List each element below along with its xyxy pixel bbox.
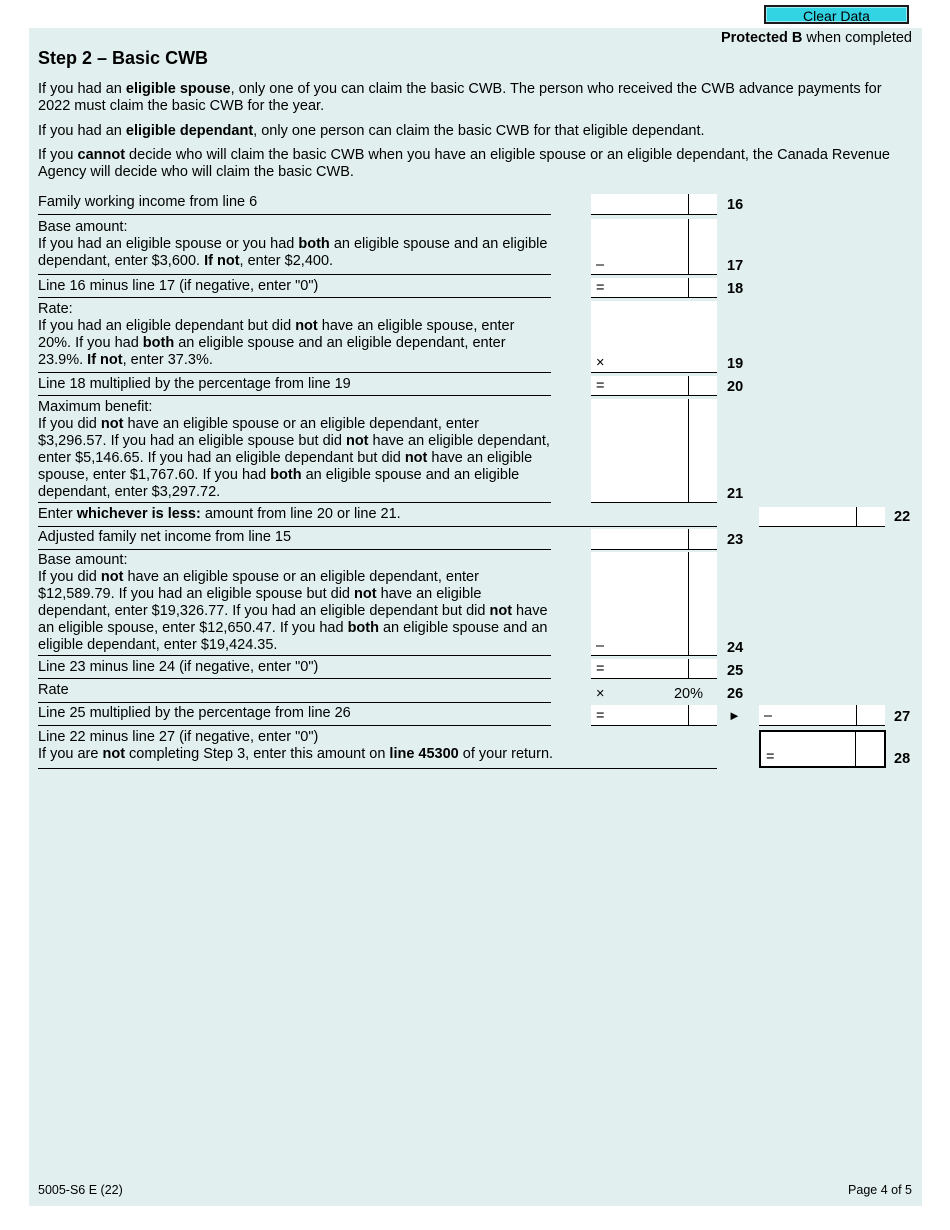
line-22-input[interactable] [759, 507, 885, 527]
line-27-left-input[interactable] [591, 705, 717, 726]
line-28-number: 28 [894, 751, 911, 767]
line-20-description: Line 18 multiplied by the percentage from line 19 [38, 376, 551, 396]
line-28-description: Line 22 minus line 27 (if negative, enter "0") If you are not completing Step 3, enter this amount on line 45300 of your return. [38, 729, 717, 769]
line-23-number: 23 [727, 532, 744, 548]
line-24-input[interactable] [591, 552, 717, 656]
line-21-description: Maximum benefit: If you did not have an eligible spouse or an eligible dependant, enter $3,296.57. If you had an eligible spouse but did not have an eligible dependant, enter $5,146.65. If you had an eligible dependant but did not have an eligible spouse, enter $1,767.60. If you had both an eligible spouse and an eligible dependant, enter $3,297.72. [38, 399, 551, 503]
line-19-input[interactable] [591, 301, 717, 373]
intro-paragraph-spouse: If you had an eligible spouse, only one of you can claim the basic CWB. The person who received the CWB advance payments for 2022 must claim the basic CWB for the year. [38, 81, 882, 114]
page-number: Page 4 of 5 [848, 1183, 912, 1197]
line-23-input[interactable] [591, 529, 717, 550]
equals-operator: = [596, 280, 605, 296]
line-23-description: Adjusted family net income from line 15 [38, 529, 551, 550]
line-19-number: 19 [727, 356, 744, 372]
equals-operator: = [766, 749, 775, 765]
equals-operator: = [596, 661, 605, 677]
protected-label: Protected B when completed [720, 30, 912, 46]
line-28-input[interactable] [759, 730, 886, 768]
intro-paragraph-dependant: If you had an eligible dependant, only one person can claim the basic CWB for that eligible dependant. [38, 123, 705, 139]
line-16-input[interactable] [591, 194, 717, 215]
line-27-number: 27 [894, 709, 911, 725]
line-18-number: 18 [727, 281, 744, 297]
minus-operator: – [596, 638, 605, 654]
line-17-number: 17 [727, 258, 744, 274]
equals-operator: = [596, 378, 605, 394]
line-22-description: Enter whichever is less: amount from line 20 or line 21. [38, 506, 717, 527]
line-20-input[interactable] [591, 376, 717, 396]
line-20-number: 20 [727, 379, 744, 395]
line-26-description: Rate [38, 682, 551, 703]
equals-operator: = [596, 708, 605, 724]
line-21-number: 21 [727, 486, 744, 502]
line-19-description: Rate: If you had an eligible dependant but did not have an eligible spouse, enter 20%. If you had both an eligible spouse and an eligible dependant, enter 23.9%. If not, enter 37.3%. [38, 301, 551, 373]
line-25-number: 25 [727, 663, 744, 679]
line-27-input[interactable] [759, 705, 885, 726]
line-16-number: 16 [727, 197, 744, 213]
line-26-rate [591, 682, 717, 703]
clear-data-button[interactable]: Clear Data [764, 5, 909, 24]
line-24-number: 24 [727, 640, 744, 656]
line-22-number: 22 [894, 509, 911, 525]
line-25-input[interactable] [591, 659, 717, 679]
line-21-input[interactable] [591, 399, 717, 503]
rate-value: 20% [673, 686, 703, 702]
line-17-description: Base amount: If you had an eligible spouse or you had both an eligible spouse and an eligible dependant, enter $3,600. If not, enter $2,400. [38, 219, 551, 275]
form-code: 5005-S6 E (22) [38, 1183, 123, 1197]
line-16-description: Family working income from line 6 [38, 194, 551, 215]
minus-operator: – [596, 257, 605, 273]
minus-operator: – [764, 708, 773, 724]
intro-paragraph-cannot-decide: If you cannot decide who will claim the basic CWB when you have an eligible spouse or an eligible dependant, the Canada Revenue Agency will decide who will claim the basic CWB. [38, 147, 890, 180]
multiply-operator: × [596, 686, 605, 702]
line-18-input[interactable] [591, 278, 717, 298]
multiply-operator: × [596, 355, 605, 371]
line-25-description: Line 23 minus line 24 (if negative, enter "0") [38, 659, 551, 679]
step-title: Step 2 – Basic CWB [38, 48, 209, 68]
line-18-description: Line 16 minus line 17 (if negative, enter "0") [38, 278, 551, 298]
arrow-right-icon: ► [728, 708, 741, 723]
line-17-input[interactable] [591, 219, 717, 275]
line-26-number: 26 [727, 686, 744, 702]
line-27-description: Line 25 multiplied by the percentage from line 26 [38, 705, 551, 726]
line-24-description: Base amount: If you did not have an eligible spouse or an eligible dependant, enter $12,589.79. If you had an eligible spouse but did not have an eligible dependant, enter $19,326.77. If you had an eligible dependant but did not have an eligible spouse, enter $12,650.47. If you had both an eligible spouse and an eligible dependant, enter $19,424.35. [38, 552, 551, 656]
